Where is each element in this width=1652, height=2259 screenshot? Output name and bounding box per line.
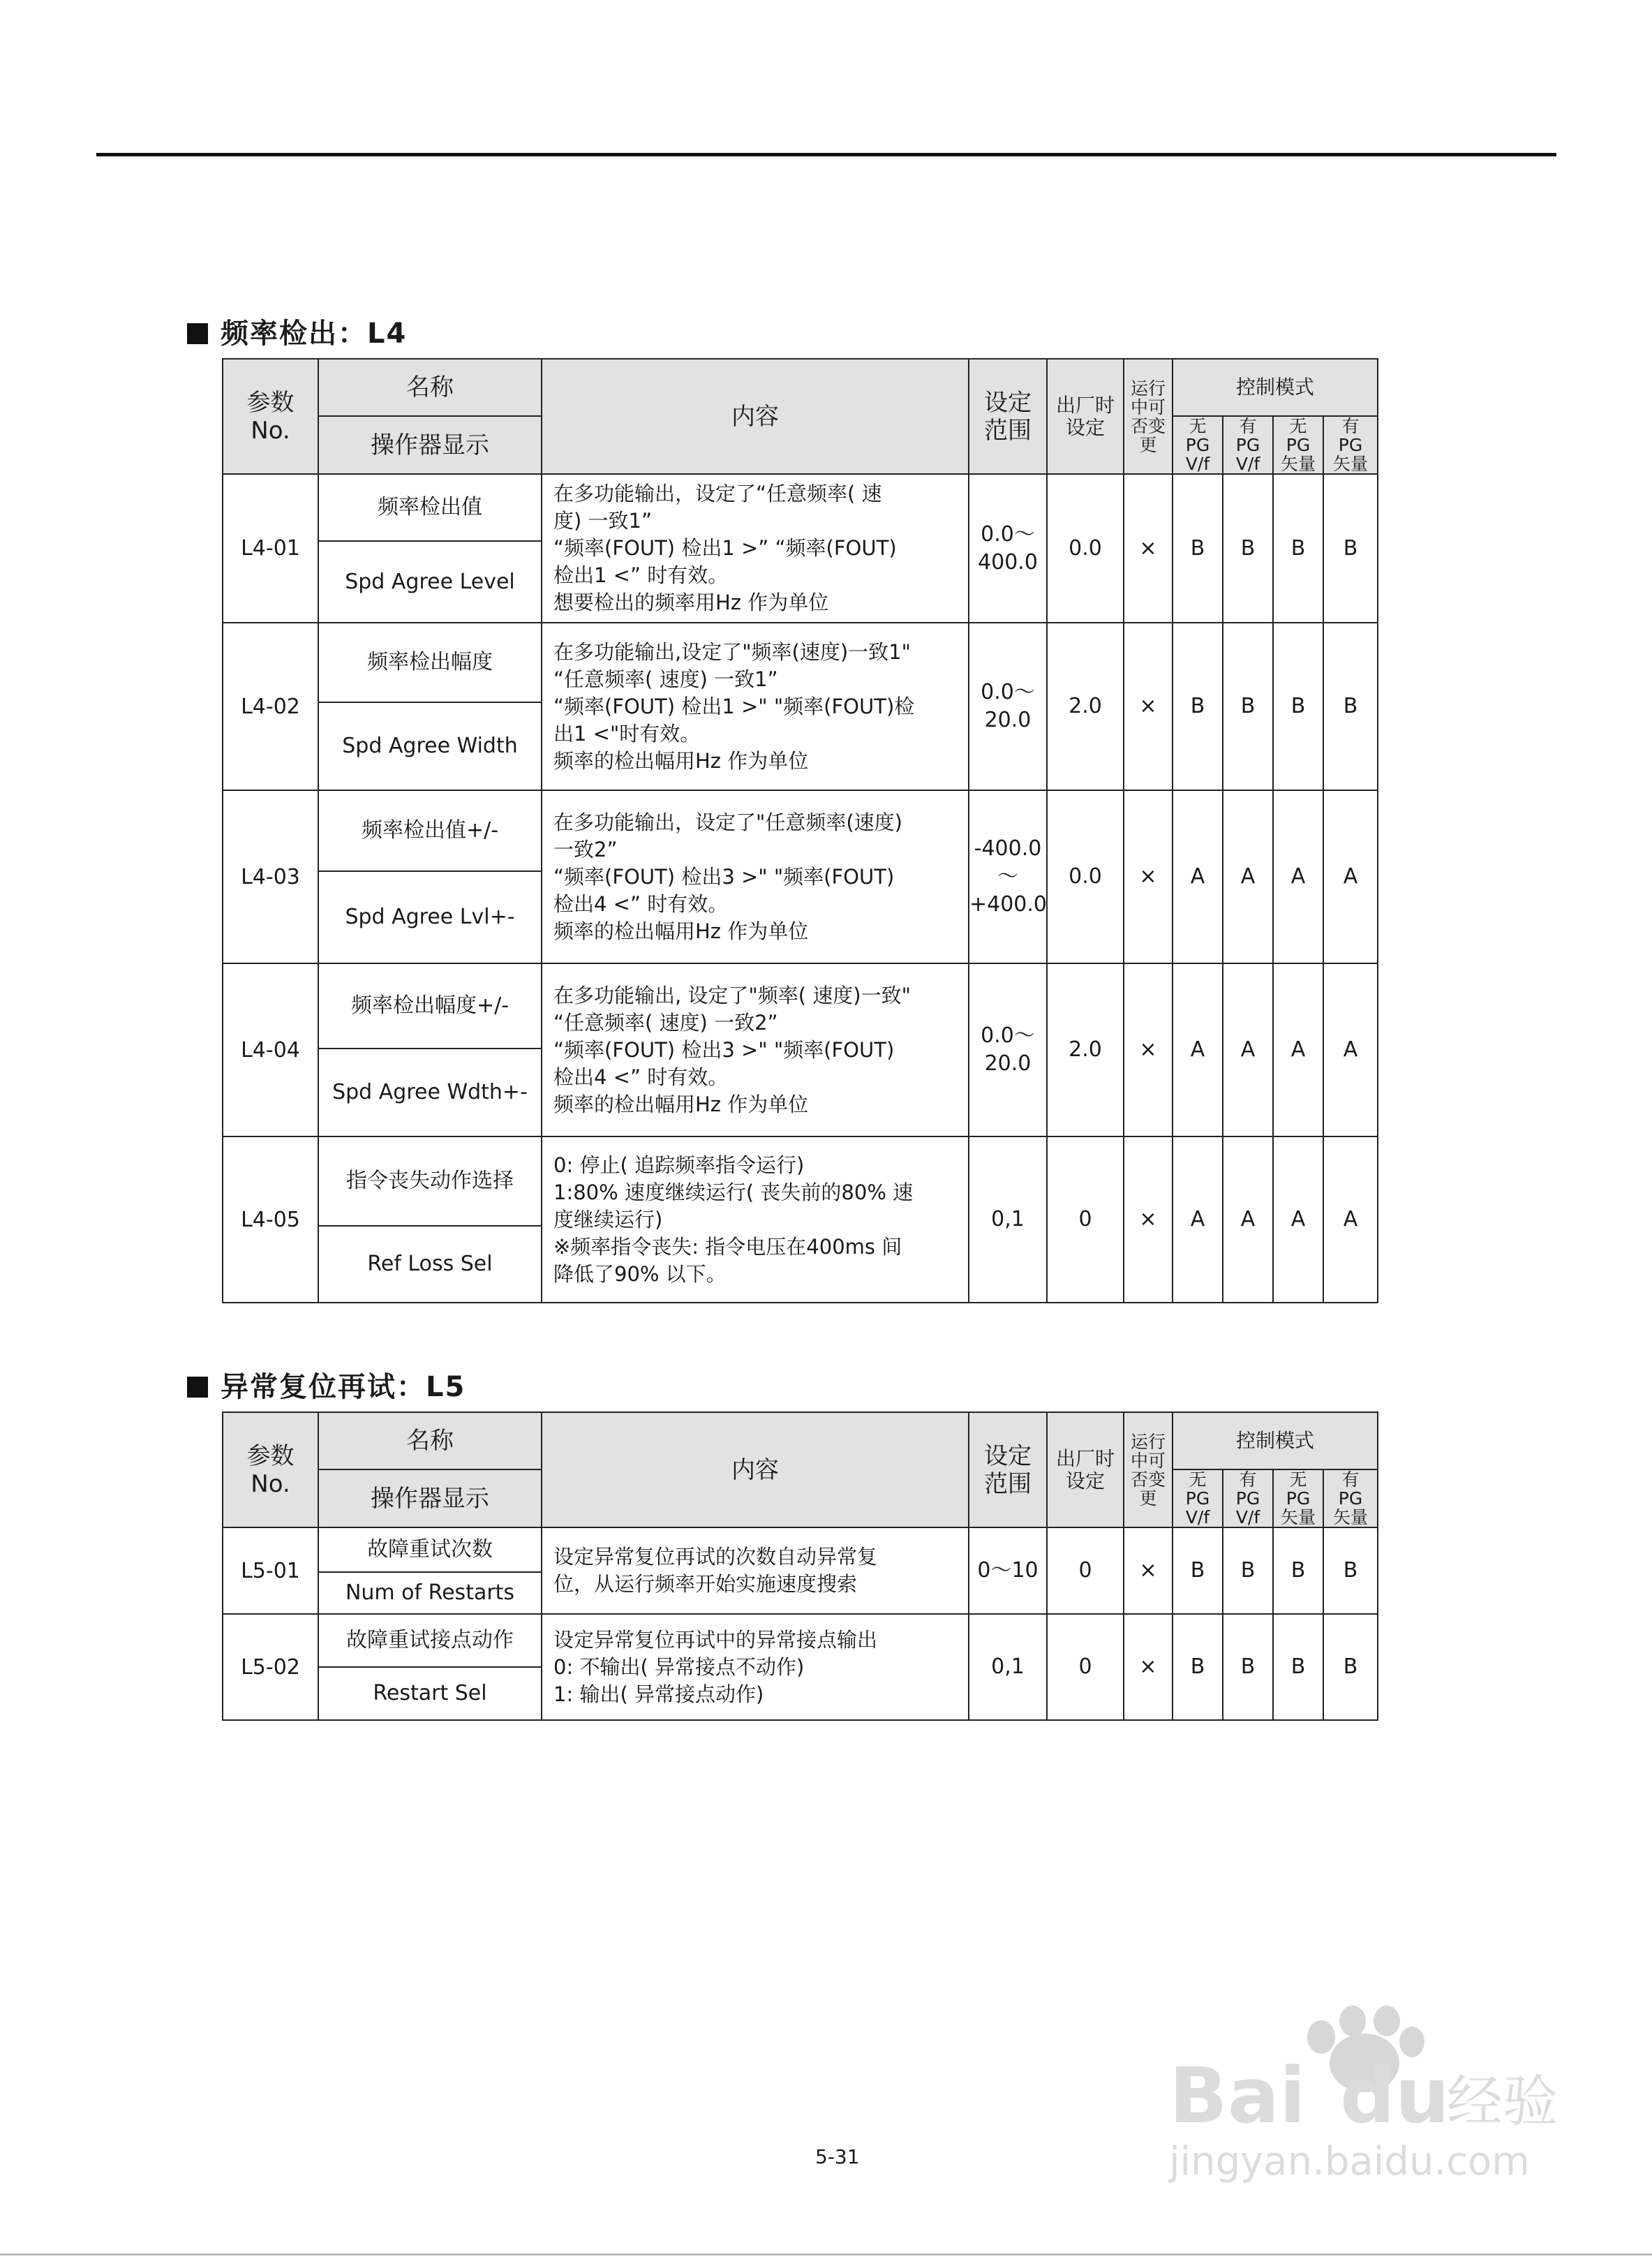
param-no: L4-03 (223, 790, 318, 963)
param-display: Restart Sel (318, 1667, 542, 1720)
content-line: 出1 <"时有效。 (553, 721, 701, 746)
param-range (969, 1527, 1047, 1614)
param-no: L5-02 (223, 1614, 318, 1720)
content-line: 在多功能输出，设定了"任意频率(速度) (553, 810, 902, 834)
param-mode-2: A (1223, 1136, 1273, 1303)
header-mode-4: 有 PG 矢量 (1323, 416, 1378, 474)
content-line: 检出1 <” 时有效。 (553, 563, 729, 587)
param-content (542, 1614, 969, 1720)
param-runtime: × (1124, 1527, 1173, 1614)
param-mode-3: A (1273, 963, 1323, 1136)
param-mode-1: B (1173, 1614, 1223, 1720)
param-runtime: × (1124, 623, 1173, 790)
content-line: “频率(FOUT) 检出3 >" "频率(FOUT) (553, 864, 895, 889)
content-line: 设定异常复位再试中的异常接点输出 (553, 1627, 878, 1652)
content-line: 设定异常复位再试的次数自动异常复 (553, 1545, 878, 1569)
param-factory: 2.0 (1047, 623, 1124, 790)
param-content (542, 474, 969, 623)
header-runtime: 运行 中可 否变 更 (1124, 1412, 1173, 1527)
param-display: Spd Agree Level (318, 541, 542, 623)
range-line: 0.0～ (981, 680, 1035, 704)
header-content: 内容 (542, 1412, 969, 1527)
content-line: 度) 一致1” (553, 509, 653, 533)
param-runtime: × (1124, 1614, 1173, 1720)
table-row (223, 1614, 1378, 1667)
param-factory: 2.0 (1047, 963, 1124, 1136)
range-line: 20.0 (984, 1051, 1032, 1076)
content-line: 检出4 <” 时有效。 (553, 891, 729, 916)
watermark-brand-text: Bai (1169, 2051, 1306, 2140)
content-line: ※频率指令丧失: 指令电压在400ms 间 (553, 1234, 902, 1259)
square-bullet-icon (187, 323, 208, 344)
range-line: +400.0 (969, 892, 1048, 917)
param-mode-2: B (1223, 623, 1273, 790)
header-mode-4: 有 PG 矢量 (1323, 1469, 1378, 1527)
header-mode-3: 无 PG 矢量 (1273, 416, 1323, 474)
content-line: 在多功能输出，设定了“任意频率( 速 (553, 482, 882, 505)
header-factory: 出厂时 设定 (1047, 1412, 1124, 1527)
param-mode-1: A (1173, 1136, 1223, 1303)
header-range: 设定 范围 (969, 1412, 1047, 1527)
param-mode-1: A (1173, 790, 1223, 963)
param-display: Num of Restarts (318, 1572, 542, 1614)
table-row (223, 1527, 1378, 1572)
table-l4 (222, 358, 1378, 1303)
content-line: 频率的检出幅用Hz 作为单位 (553, 1092, 809, 1116)
param-factory: 0 (1047, 1136, 1124, 1303)
param-mode-2: A (1223, 963, 1273, 1136)
param-name: 故障重试接点动作 (318, 1614, 542, 1667)
content-line: 在多功能输出,设定了"频率(速度)一致1" (553, 639, 911, 664)
param-range (969, 1136, 1047, 1303)
content-line: 0: 不输出( 异常接点不动作) (553, 1654, 805, 1679)
content-line: “频率(FOUT) 检出1 >" "频率(FOUT)检 (553, 694, 915, 718)
content-line: “任意频率( 速度) 一致2” (553, 1010, 778, 1035)
header-range: 设定 范围 (969, 359, 1047, 474)
header-runtime: 运行 中可 否变 更 (1124, 359, 1173, 474)
section-title-l4: 频率检出：L4 (187, 311, 407, 351)
watermark-url: jingyan.baidu.com (1169, 2139, 1530, 2184)
param-content (542, 1527, 969, 1614)
square-bullet-icon (187, 1377, 208, 1398)
param-range (969, 963, 1047, 1136)
range-line: 0,1 (991, 1654, 1025, 1679)
top-rule (96, 153, 1556, 156)
content-line: 1: 输出( 异常接点动作) (553, 1682, 764, 1706)
param-content (542, 1136, 969, 1303)
param-factory: 0 (1047, 1614, 1124, 1720)
param-content (542, 963, 969, 1136)
table-row (223, 790, 1378, 871)
param-no: L4-05 (223, 1136, 318, 1303)
param-mode-3: B (1273, 474, 1323, 623)
param-mode-2: B (1223, 1614, 1273, 1720)
param-name: 频率检出幅度 (318, 623, 542, 702)
param-name: 频率检出值+/- (318, 790, 542, 871)
header-name: 名称 (318, 1412, 542, 1469)
header-name: 名称 (318, 359, 542, 416)
param-mode-4: B (1323, 1614, 1378, 1720)
content-line: 降低了90% 以下。 (553, 1261, 727, 1286)
table-l5 (222, 1412, 1378, 1721)
param-mode-2: B (1223, 474, 1273, 623)
content-line: 一致2” (553, 837, 618, 861)
content-line: 频率的检出幅用Hz 作为单位 (553, 919, 809, 943)
header-mode-1: 无 PG V/f (1173, 1469, 1223, 1527)
svg-text:du: du (1340, 2051, 1450, 2140)
param-mode-1: A (1173, 963, 1223, 1136)
param-content (542, 790, 969, 963)
range-line: 400.0 (978, 549, 1038, 575)
table-row (223, 474, 1378, 541)
param-display: Spd Agree Lvl+- (318, 871, 542, 963)
param-display: Spd Agree Wdth+- (318, 1049, 542, 1136)
param-factory: 0.0 (1047, 790, 1124, 963)
param-runtime: × (1124, 963, 1173, 1136)
content-line: “任意频率( 速度) 一致1” (553, 667, 778, 691)
param-mode-3: A (1273, 1136, 1323, 1303)
content-line: 想要检出的频率用Hz 作为单位 (553, 591, 829, 614)
param-mode-4: A (1323, 790, 1378, 963)
header-mode-1: 无 PG V/f (1173, 416, 1223, 474)
page-number: 5-31 (815, 2145, 860, 2168)
param-runtime: × (1124, 474, 1173, 623)
range-line: 0～10 (977, 1558, 1039, 1583)
header-param-no: 参数 No. (223, 1412, 318, 1527)
content-line: 位，从运行频率开始实施速度搜索 (553, 1572, 858, 1596)
param-mode-1: B (1173, 623, 1223, 790)
bottom-rule (0, 2253, 1652, 2256)
range-line: 0.0～ (981, 521, 1035, 547)
param-name: 指令丧失动作选择 (318, 1136, 542, 1226)
header-content: 内容 (542, 359, 969, 474)
content-line: 1:80% 速度继续运行( 丧失前的80% 速 (553, 1180, 914, 1204)
param-mode-4: B (1323, 1527, 1378, 1614)
header-display: 操作器显示 (318, 416, 542, 474)
param-no: L4-02 (223, 623, 318, 790)
content-line: 0: 停止( 追踪频率指令运行) (553, 1153, 805, 1177)
param-runtime: × (1124, 1136, 1173, 1303)
content-line: “频率(FOUT) 检出3 >" "频率(FOUT) (553, 1037, 895, 1062)
header-mode-2: 有 PG V/f (1223, 416, 1273, 474)
header-mode-3: 无 PG 矢量 (1273, 1469, 1323, 1527)
section-title-l5: 异常复位再试：L5 (187, 1365, 466, 1405)
header-control-mode: 控制模式 (1173, 359, 1378, 416)
param-range (969, 790, 1047, 963)
param-mode-1: B (1173, 474, 1223, 623)
param-name: 频率检出幅度+/- (318, 963, 542, 1049)
param-no: L4-04 (223, 963, 318, 1136)
param-mode-4: B (1323, 623, 1378, 790)
param-mode-4: B (1323, 474, 1378, 623)
param-mode-2: B (1223, 1527, 1273, 1614)
content-line: 度继续运行) (553, 1207, 663, 1231)
param-display: Spd Agree Width (318, 702, 542, 790)
param-mode-3: B (1273, 623, 1323, 790)
range-line: 20.0 (984, 708, 1032, 732)
table-row (223, 623, 1378, 702)
param-name: 频率检出值 (318, 474, 542, 541)
param-no: L5-01 (223, 1527, 318, 1614)
table-row (223, 1136, 1378, 1226)
param-mode-1: B (1173, 1527, 1223, 1614)
range-line: 0.0～ (981, 1023, 1035, 1048)
table-row (223, 963, 1378, 1049)
header-factory: 出厂时 设定 (1047, 359, 1124, 474)
content-line: 频率的检出幅用Hz 作为单位 (553, 748, 809, 773)
param-factory: 0 (1047, 1527, 1124, 1614)
content-line: “频率(FOUT) 检出1 >” “频率(FOUT) (553, 536, 897, 560)
param-range (969, 474, 1047, 623)
content-line: 检出4 <” 时有效。 (553, 1065, 729, 1089)
content-line: 在多功能输出, 设定了"频率( 速度)一致" (553, 983, 911, 1007)
param-name: 故障重试次数 (318, 1527, 542, 1572)
param-runtime: × (1124, 790, 1173, 963)
param-range (969, 623, 1047, 790)
param-mode-4: A (1323, 1136, 1378, 1303)
param-display: Ref Loss Sel (318, 1226, 542, 1303)
param-range (969, 1614, 1047, 1720)
range-line: 0,1 (991, 1207, 1025, 1231)
baidu-watermark-logo (1155, 2004, 1560, 2199)
param-mode-3: B (1273, 1527, 1323, 1614)
range-line: ～ (997, 864, 1018, 889)
param-content (542, 623, 969, 790)
header-display: 操作器显示 (318, 1469, 542, 1527)
param-no: L4-01 (223, 474, 318, 623)
header-mode-2: 有 PG V/f (1223, 1469, 1273, 1527)
param-mode-4: A (1323, 963, 1378, 1136)
header-control-mode: 控制模式 (1173, 1412, 1378, 1469)
header-param-no: 参数 No. (223, 359, 318, 474)
param-mode-3: A (1273, 790, 1323, 963)
param-factory: 0.0 (1047, 474, 1124, 623)
range-line: -400.0 (974, 836, 1042, 861)
svg-text:经验: 经验 (1447, 2069, 1558, 2134)
param-mode-3: B (1273, 1614, 1323, 1720)
param-mode-2: A (1223, 790, 1273, 963)
